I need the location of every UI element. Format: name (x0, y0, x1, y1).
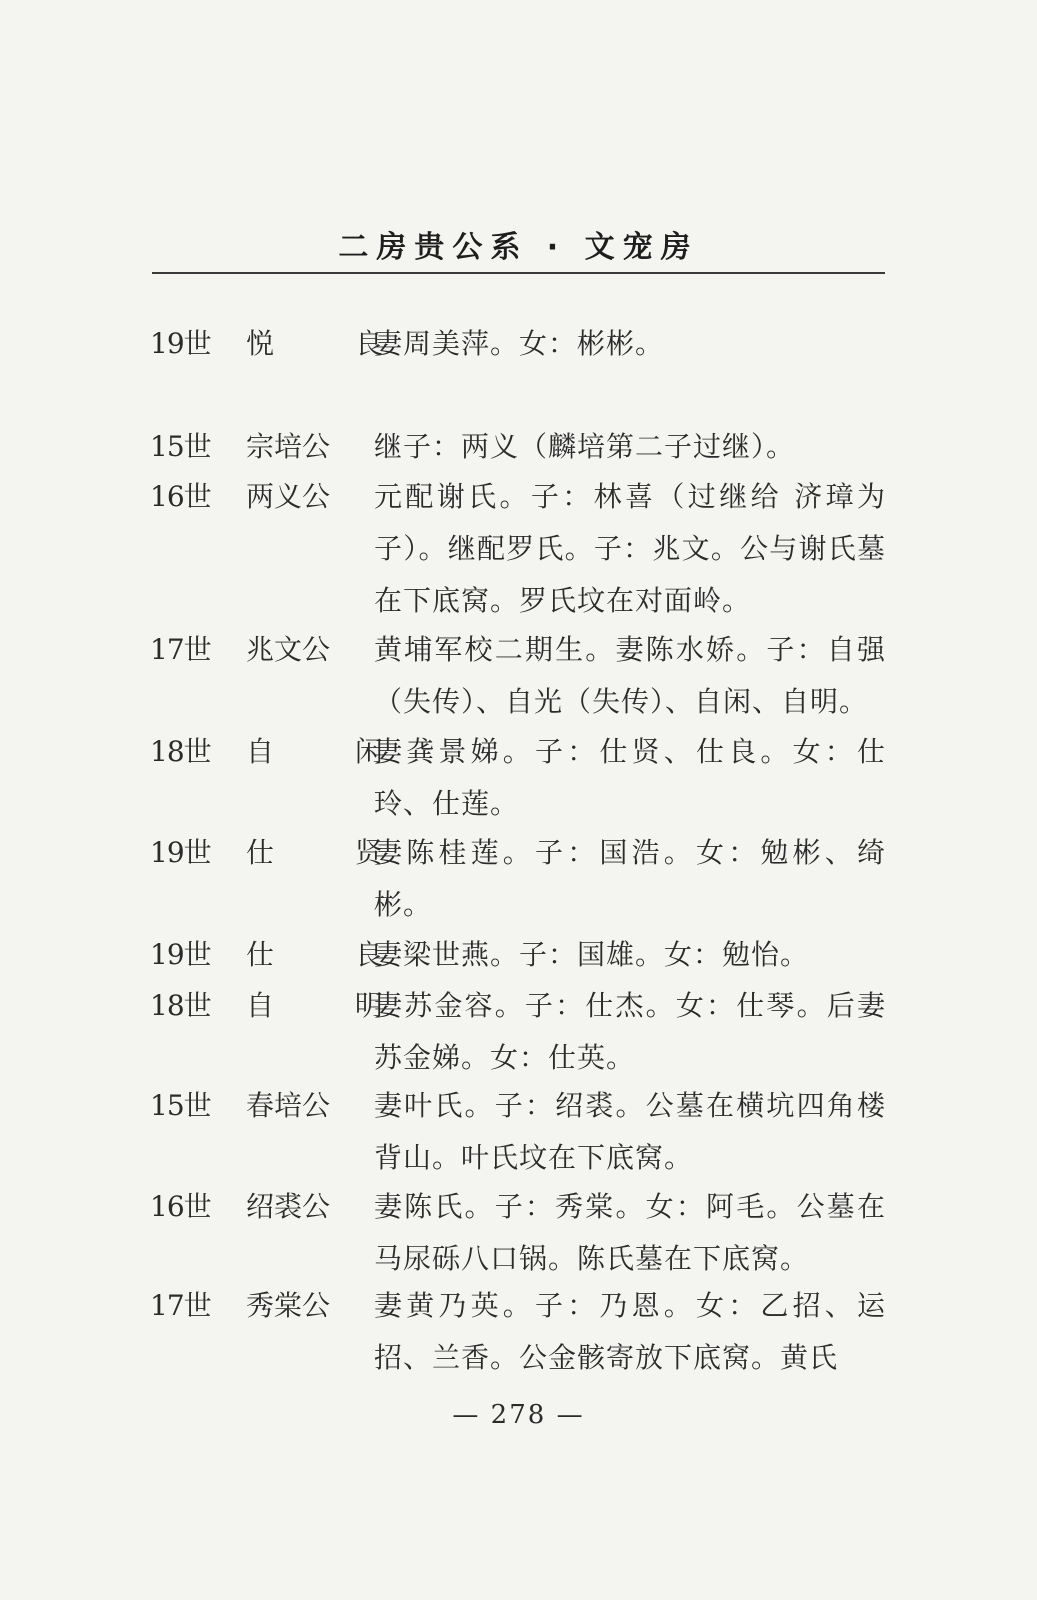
person-name: 自 明 (246, 989, 419, 1022)
person-name: 自 闲 (246, 735, 419, 768)
person-name: 秀棠公 (246, 1289, 331, 1322)
entry-description: 妻梁世燕。子：国雄。女：勉怡。 (374, 938, 810, 971)
entry-description: 妻陈桂莲。子：国浩。女：勉彬、绮彬。 (374, 836, 886, 921)
generation-label: 16世 (150, 480, 211, 513)
generation-label: 19世 (150, 836, 211, 869)
entry-description: 妻苏金容。子：仕杰。女：仕琴。后妻苏金娣。女：仕英。 (374, 989, 886, 1074)
entry-description: 妻龚景娣。子：仕贤、仕良。女：仕玲、仕莲。 (374, 735, 886, 820)
person-name: 仕 贤 (246, 836, 419, 869)
generation-label: 17世 (150, 633, 211, 666)
generation-label: 15世 (150, 430, 211, 463)
entry-description: 妻周美萍。女：彬彬。 (374, 327, 665, 360)
page-number: — 278 — (452, 1400, 585, 1430)
person-name: 兆文公 (246, 633, 331, 666)
entry-description: 妻黄乃英。子：乃恩。女：乙招、运招、兰香。公金骸寄放下底窝。黄氏 (374, 1289, 886, 1374)
entry-description: 妻叶氏。子：绍裘。公墓在横坑四角楼背山。叶氏坟在下底窝。 (374, 1089, 886, 1174)
generation-label: 18世 (150, 735, 211, 768)
person-name: 两义公 (246, 480, 331, 513)
entry-description: 元配谢氏。子：林喜（过继给 济璋为子）。继配罗氏。子：兆文。公与谢氏墓在下底窝。罗氏坟在对面岭。 (374, 480, 886, 617)
generation-label: 19世 (150, 938, 211, 971)
generation-label: 17世 (150, 1289, 211, 1322)
person-name: 绍裘公 (246, 1190, 331, 1223)
entry-description: 黄埔军校二期生。妻陈水娇。子：自强（失传）、自光（失传）、自闲、自明。 (374, 633, 886, 718)
generation-label: 19世 (150, 327, 211, 360)
person-name: 宗培公 (246, 430, 331, 463)
person-name: 春培公 (246, 1089, 331, 1122)
person-name: 仕 良 (246, 938, 419, 971)
entry-description: 继子：两义（麟培第二子过继）。 (374, 430, 796, 463)
person-name: 悦 良 (246, 327, 419, 360)
running-head-title: 二房贵公系 · 文宠房 (338, 230, 699, 265)
generation-label: 16世 (150, 1190, 211, 1223)
generation-label: 15世 (150, 1089, 211, 1122)
generation-label: 18世 (150, 989, 211, 1022)
entry-description: 妻陈氏。子：秀棠。女：阿毛。公墓在马尿砾八口锅。陈氏墓在下底窝。 (374, 1190, 886, 1275)
header-rule (152, 272, 885, 274)
